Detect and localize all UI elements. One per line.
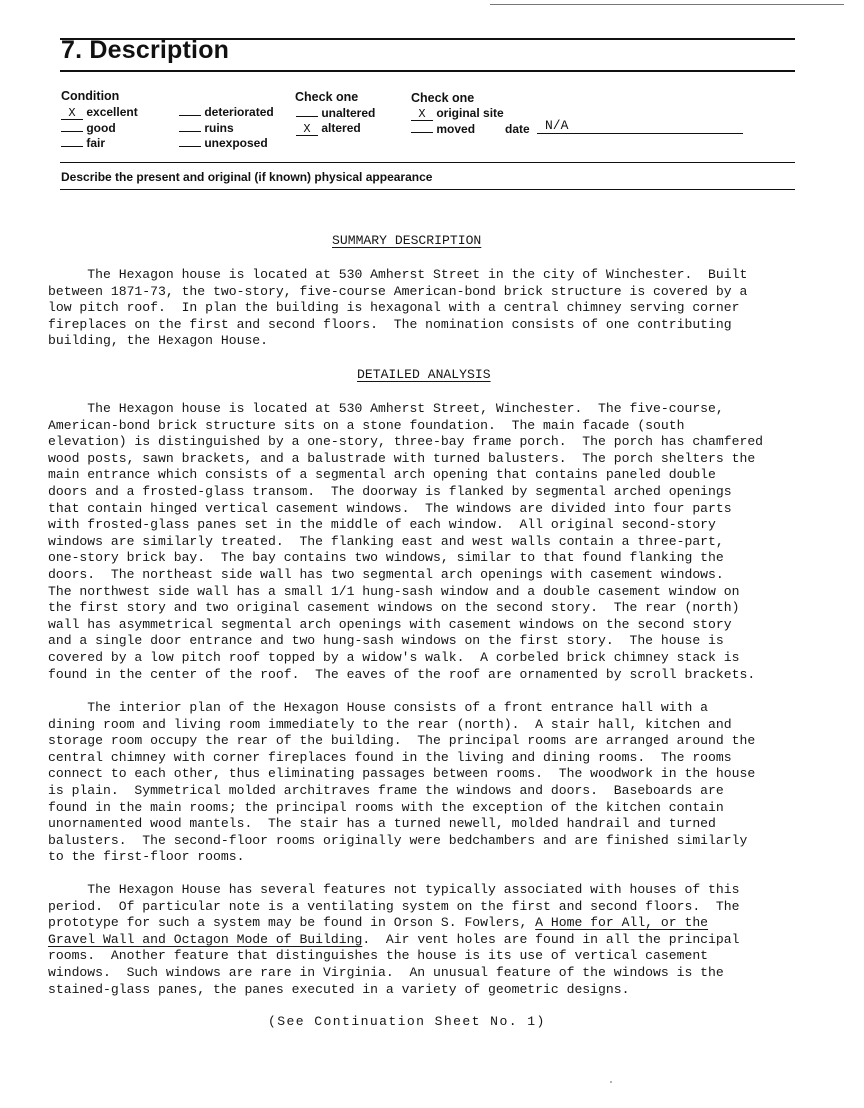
alteration-altered[interactable]: X altered (296, 121, 361, 136)
checkbox-blank: X (61, 108, 83, 120)
text-line: wood posts, sawn brackets, and a balustrade with turned balusters. The porch shelters the (48, 450, 756, 466)
date-field[interactable]: N/A (537, 118, 743, 134)
site-header: Check one (411, 91, 475, 105)
text-line: building, the Hexagon House. (48, 333, 269, 349)
section-title-rule (60, 70, 795, 72)
condition-good[interactable]: good (61, 121, 116, 135)
site-moved[interactable]: moved (411, 122, 475, 136)
text-line: storage room occupy the rear of the building. The principal rooms are arranged around the (48, 733, 756, 749)
checkbox-blank (411, 132, 433, 133)
checkbox-blank (179, 146, 201, 147)
text-line: found in the center of the roof. The eaves of the roof are ornamented by scroll brackets. (48, 666, 756, 682)
site-original[interactable]: X original site (411, 106, 504, 121)
text-line: prototype for such a system may be found in Orson S. Fowlers, A Home for All, or the (48, 915, 709, 931)
book-title-continued: Gravel Wall and Octagon Mode of Building (48, 931, 363, 947)
summary-paragraph (48, 267, 808, 350)
checkbox-blank: X (411, 109, 433, 121)
text-line: to the first-floor rooms. (48, 849, 245, 865)
checkbox-blank (179, 131, 201, 132)
text-line: covered by a low pitch roof topped by a widow's walk. A corbeled brick chimney stack is (48, 649, 740, 665)
text-line: balusters. The second-floor rooms originally were bedchambers and are finished similarly (48, 832, 748, 848)
text-line: wall has asymmetrical segmental arch openings with casement windows on the second story (48, 616, 732, 632)
text-line: with frosted-glass panes set in the middle of each window. All original second-story (48, 517, 716, 533)
text-line: elevation) is distinguished by a one-story, three-bay frame porch. The porch has chamfered (48, 434, 764, 450)
checkbox-blank (179, 115, 201, 116)
text-line: The Hexagon house is located at 530 Amherst Street in the city of Winchester. Built (48, 267, 748, 282)
text-line: doors. The northeast side wall has two segmental arch openings with casement windows. (48, 566, 724, 582)
text-line: rooms. Another feature that distinguishes the house is its use of vertical casement (48, 948, 709, 964)
checkbox-blank (61, 131, 83, 132)
condition-unexposed[interactable]: unexposed (179, 136, 268, 150)
checkbox-blank: X (296, 124, 318, 136)
text-line: fireplaces on the first and second floors. The nomination consists of one contributing (48, 316, 732, 332)
text-line: main entrance which consists of a segmental arch opening that contains paneled double (48, 467, 716, 483)
text-line: doors and a frosted-glass transom. The doorway is flanked by segmental arched openings (48, 483, 732, 499)
checkbox-blank (61, 146, 83, 147)
text-line: Gravel Wall and Octagon Mode of Building. Air vent holes are found in all the principal (48, 931, 740, 947)
text-line: that contain hinged vertical casement windows. The windows are divided into four parts (48, 500, 732, 516)
alteration-unaltered[interactable]: unaltered (296, 106, 375, 120)
top-edge-line (490, 4, 844, 5)
text-line: American-bond brick structure sits on a stone foundation. The main facade (south (48, 417, 685, 433)
summary-heading: SUMMARY DESCRIPTION (332, 233, 482, 248)
text-line: The Hexagon House has several features not typically associated with houses of this (48, 882, 740, 897)
condition-deteriorated[interactable]: deteriorated (179, 105, 274, 119)
describe-prompt: Describe the present and original (if known) physical appearance (61, 170, 433, 184)
scan-speck (610, 1081, 612, 1083)
form-divider (60, 162, 795, 163)
book-title: A Home for All, or the (535, 915, 709, 931)
text-line: central chimney with corner fireplaces found in the living and dining rooms. The rooms (48, 749, 732, 765)
section-title: 7. Description (61, 36, 230, 64)
text-line: is plain. Symmetrical molded architraves frame the windows and doors. Baseboards are (48, 782, 724, 798)
analysis-heading: DETAILED ANALYSIS (357, 367, 491, 382)
checkbox-blank (296, 116, 318, 117)
condition-ruins[interactable]: ruins (179, 121, 234, 135)
analysis-paragraph-1 (48, 401, 808, 683)
text-line: unornamented wood mantels. The stair has a turned newell, molded handrail and turned (48, 816, 716, 832)
prompt-divider (60, 189, 795, 190)
text-line: The Hexagon house is located at 530 Amherst Street, Winchester. The five-course, (48, 401, 724, 416)
date-label: date (505, 122, 530, 136)
text-line: low pitch roof. In plan the building is hexagonal with a central chimney serving corner (48, 300, 740, 316)
text-line: period. Of particular note is a ventilating system on the first and second floors. The (48, 898, 740, 914)
alteration-header: Check one (295, 90, 359, 104)
text-line: one-story brick bay. The bay contains two windows, similar to that found flanking the (48, 550, 724, 566)
text-line: The interior plan of the Hexagon House consists of a front entrance hall with a (48, 700, 709, 715)
condition-header: Condition (61, 89, 120, 103)
text-line: between 1871-73, the two-story, five-course American-bond brick structure is covered by a (48, 283, 748, 299)
text-line: connect to each other, thus eliminating passages between rooms. The woodwork in the house (48, 766, 756, 782)
text-line: dining room and living room immediately to the rear (north). A stair hall, kitchen and (48, 716, 732, 732)
analysis-paragraph-3 (48, 882, 808, 998)
condition-excellent[interactable]: X excellent (61, 105, 138, 120)
text-line: and a single door entrance and two hung-sash windows on the first story. The house is (48, 633, 724, 649)
text-line: windows. Such windows are rare in Virginia. An unusual feature of the windows is the (48, 964, 724, 980)
text-line: stained-glass panes, the panes executed in a variety of geometric designs. (48, 981, 630, 997)
text-line: found in the main rooms; the principal rooms with the exception of the kitchen contain (48, 799, 724, 815)
condition-fair[interactable]: fair (61, 136, 105, 150)
text-line: windows are similarly treated. The flanking east and west walls contain a three-part, (48, 533, 724, 549)
text-line: The northwest side wall has a small 1/1 hung-sash window and a double casement window on (48, 583, 740, 599)
continuation-note: (See Continuation Sheet No. 1) (268, 1014, 546, 1029)
text-line: the first story and two original casement windows on the second story. The rear (north) (48, 600, 740, 616)
analysis-paragraph-2 (48, 700, 808, 866)
